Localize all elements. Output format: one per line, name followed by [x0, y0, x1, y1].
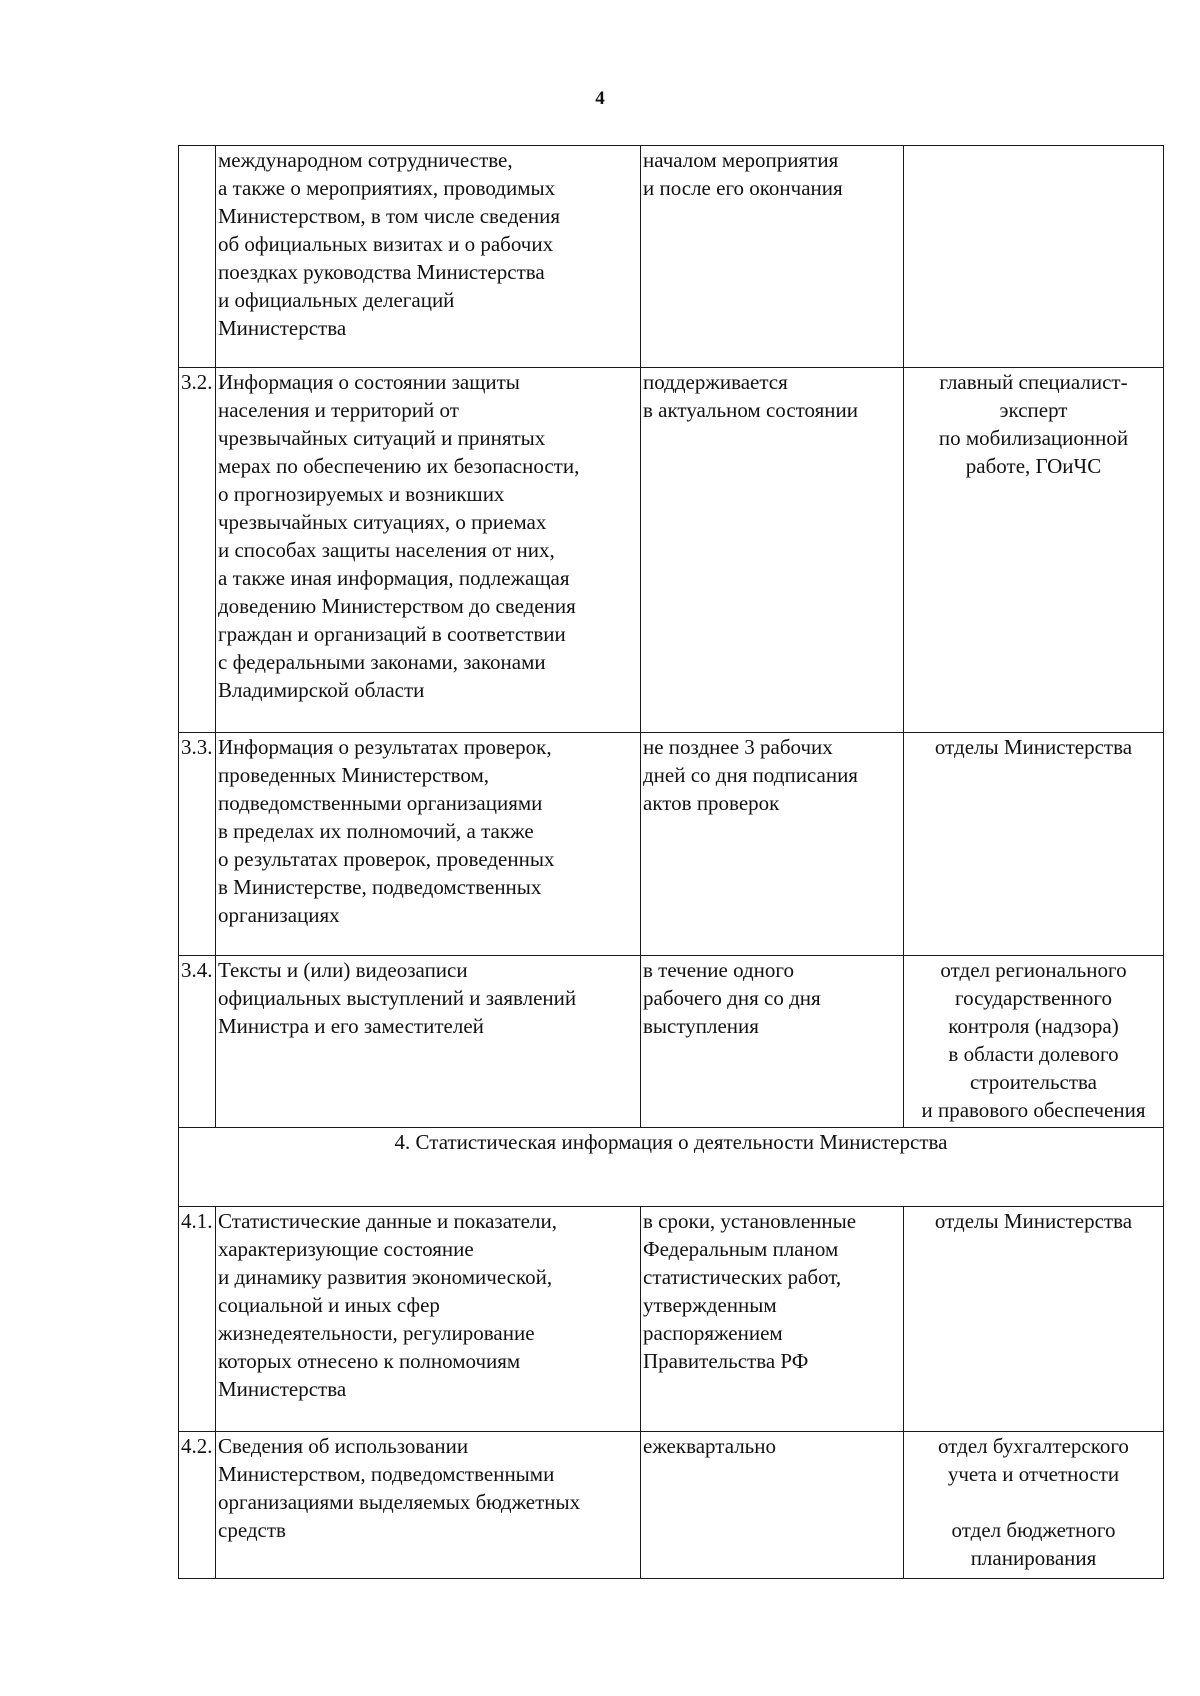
- text-line: Тексты и (или) видеозаписи: [218, 958, 468, 982]
- table-row: [179, 368, 1164, 733]
- text-line: мерах по обеспечению их безопасности,: [218, 454, 580, 478]
- text-line: а также иная информация, подлежащая: [218, 566, 570, 590]
- text-line: Информация о состоянии защиты: [218, 370, 520, 394]
- placement-timing: [641, 368, 904, 733]
- row-number: 3.2.: [179, 368, 216, 733]
- text-line: утвержденным: [643, 1293, 777, 1317]
- text-line: по мобилизационной: [938, 426, 1129, 450]
- text-line: о прогнозируемых и возникших: [218, 482, 505, 506]
- text-line: строительства: [969, 1070, 1097, 1094]
- info-description: [216, 956, 641, 1128]
- text-line: которых отнесено к полномочиям: [218, 1349, 521, 1373]
- table-row: [179, 1432, 1164, 1579]
- text-line: дней со дня подписания: [643, 763, 858, 787]
- text-line: выступления: [643, 1014, 759, 1038]
- text-line: распоряжением: [643, 1321, 783, 1345]
- text-line: эксперт: [999, 398, 1068, 422]
- text-line: в пределах их полномочий, а также: [218, 819, 534, 843]
- text-line: контроля (надзора): [948, 1014, 1119, 1038]
- page-number: 4: [595, 88, 605, 109]
- responsible-unit: [904, 956, 1164, 1128]
- information-table: [178, 145, 1164, 1579]
- placement-timing: [641, 146, 904, 368]
- text-line: рабочего дня со дня: [643, 986, 821, 1010]
- text-line: а также о мероприятиях, проводимых: [218, 176, 556, 200]
- text-line: в течение одного: [643, 958, 794, 982]
- placement-timing: [641, 1432, 904, 1579]
- text-line: чрезвычайных ситуаций и принятых: [218, 426, 546, 450]
- text-line: главный специалист-: [939, 370, 1128, 394]
- text-line: поддерживается: [643, 370, 788, 394]
- text-line: социальной и иных сфер: [218, 1293, 440, 1317]
- info-description: [216, 1207, 641, 1432]
- placement-timing: [641, 956, 904, 1128]
- text-line: с федеральными законами, законами: [218, 650, 546, 674]
- text-line: в сроки, установленные: [643, 1209, 857, 1233]
- text-line: населения и территорий от: [218, 398, 459, 422]
- responsible-unit: [904, 368, 1164, 733]
- text-line: и после его окончания: [643, 176, 843, 200]
- text-line: и динамику развития экономической,: [218, 1265, 553, 1289]
- row-number: [179, 146, 216, 368]
- info-description: [216, 146, 641, 368]
- text-line: жизнедеятельности, регулирование: [218, 1321, 535, 1345]
- info-description: [216, 1432, 641, 1579]
- text-line: работе, ГОиЧС: [965, 454, 1102, 478]
- text-line: организациями выделяемых бюджетных: [218, 1490, 581, 1514]
- text-line: Министерства: [218, 316, 347, 340]
- text-line: характеризующие состояние: [218, 1237, 474, 1261]
- text-line: началом мероприятия: [643, 148, 839, 172]
- text-line: чрезвычайных ситуациях, о приемах: [218, 510, 547, 534]
- text-line: Правительства РФ: [643, 1349, 809, 1373]
- text-line: отдел бюджетного: [951, 1518, 1116, 1542]
- text-line: Министерства: [218, 1377, 347, 1401]
- row-number: 4.2.: [179, 1432, 216, 1579]
- placement-timing: [641, 733, 904, 956]
- text-line: Федеральным планом: [643, 1237, 839, 1261]
- responsible-unit: [904, 1432, 1164, 1579]
- row-number: 4.1.: [179, 1207, 216, 1432]
- text-line: государственного: [954, 986, 1113, 1010]
- text-line: ежеквартально: [643, 1434, 776, 1458]
- text-line: и способах защиты населения от них,: [218, 538, 555, 562]
- placement-timing: [641, 1207, 904, 1432]
- row-number: 3.4.: [179, 956, 216, 1128]
- responsible-unit: [904, 146, 1164, 368]
- text-line: в актуальном состоянии: [643, 398, 859, 422]
- text-line: об официальных визитах и о рабочих: [218, 232, 554, 256]
- text-line: поездках руководства Министерства: [218, 260, 545, 284]
- text-line: о результатах проверок, проведенных: [218, 847, 555, 871]
- text-line: международном сотрудничестве,: [218, 148, 513, 172]
- row-number: 3.3.: [179, 733, 216, 956]
- text-line: отделы Министерства: [934, 1209, 1133, 1233]
- section-header-row: [179, 1128, 1164, 1207]
- info-description: [216, 368, 641, 733]
- table-row: [179, 956, 1164, 1128]
- text-line: в области долевого: [948, 1042, 1119, 1066]
- text-line: доведению Министерством до сведения: [218, 594, 576, 618]
- text-line: отдел регионального: [940, 958, 1127, 982]
- text-line: граждан и организаций в соответствии: [218, 622, 566, 646]
- responsible-unit: [904, 733, 1164, 956]
- text-line: статистических работ,: [643, 1265, 842, 1289]
- table-row: [179, 1207, 1164, 1432]
- responsible-unit: [904, 1207, 1164, 1432]
- text-line: и официальных делегаций: [218, 288, 455, 312]
- text-line: отдел бухгалтерского: [938, 1434, 1129, 1458]
- text-line: отделы Министерства: [934, 735, 1133, 759]
- text-line: Статистические данные и показатели,: [218, 1209, 557, 1233]
- text-line: актов проверок: [643, 791, 780, 815]
- text-line: учета и отчетности: [947, 1462, 1120, 1486]
- line-gap: [906, 1488, 1161, 1516]
- text-line: Владимирской области: [218, 678, 425, 702]
- text-line: планирования: [970, 1546, 1097, 1570]
- text-line: организациях: [218, 903, 340, 927]
- text-line: подведомственными организациями: [218, 791, 543, 815]
- info-description: [216, 733, 641, 956]
- text-line: Информация о результатах проверок,: [218, 735, 552, 759]
- text-line: Министерством, подведомственными: [218, 1462, 555, 1486]
- text-line: средств: [218, 1518, 286, 1542]
- text-line: Министерством, в том числе сведения: [218, 204, 561, 228]
- table-row: [179, 146, 1164, 368]
- text-line: в Министерстве, подведомственных: [218, 875, 542, 899]
- text-line: не позднее 3 рабочих: [643, 735, 833, 759]
- text-line: официальных выступлений и заявлений: [218, 986, 577, 1010]
- text-line: проведенных Министерством,: [218, 763, 490, 787]
- text-line: Сведения об использовании: [218, 1434, 469, 1458]
- table-row: [179, 733, 1164, 956]
- text-line: и правового обеспечения: [921, 1098, 1146, 1122]
- text-line: Министра и его заместителей: [218, 1014, 484, 1038]
- section-title: 4. Статистическая информация о деятельности Министерства: [179, 1128, 1164, 1207]
